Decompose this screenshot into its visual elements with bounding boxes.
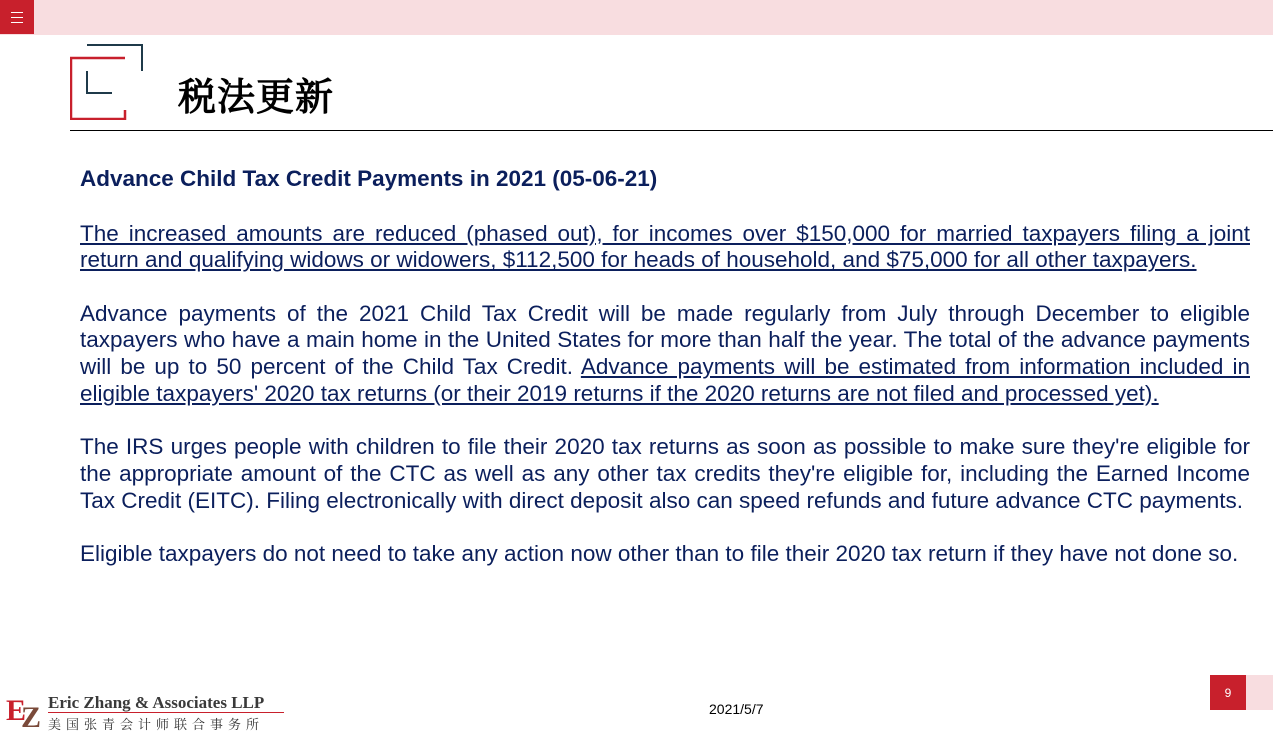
underlined-text: Advance payments will be estimated from information included in eligible taxpayers' 2020 tax returns (or their 2019 returns if the 2020 returns are not filed and processed yet).	[80, 354, 1250, 406]
paragraph-eligible	[80, 541, 1250, 568]
paragraph-phaseout	[80, 221, 1250, 274]
top-bar	[0, 0, 1273, 35]
svg-text:Z: Z	[21, 701, 42, 730]
hamburger-menu-icon	[11, 12, 23, 23]
article-body	[80, 164, 1250, 594]
article-heading: Advance Child Tax Credit Payments in 2021 (05-06-21)	[80, 166, 658, 191]
title-divider	[70, 130, 1273, 131]
underlined-text: The increased amounts are reduced (phased out), for incomes over $150,000 for married taxpayers filing a joint return and qualifying widows or widowers, $112,500 for heads of household, and $75,000 for all other taxpayers.	[80, 220, 1250, 273]
footer-date: 2021/5/7	[709, 701, 764, 717]
hamburger-menu-button[interactable]	[0, 0, 34, 34]
bracket-logo-icon	[70, 44, 144, 120]
ez-logo-icon	[6, 692, 46, 730]
firm-name: Eric Zhang & Associates LLP	[48, 693, 265, 712]
paragraph-text: Advance payments of the 2021 Child Tax Credit will be made regularly from July through December to eligible taxpayers who have a main home in the United States for more than half the year. The total of the advance payments will be up to 50 percent of the Child Tax Credit.	[80, 300, 1250, 380]
paragraph-irs-urges	[80, 434, 1250, 514]
paragraph-text: Eligible taxpayers do not need to take any action now other than to file their 2020 tax return if they have not done so.	[80, 541, 1239, 567]
svg-text:E: E	[6, 694, 27, 727]
page-number-tab	[1246, 675, 1273, 710]
page-number-badge: 9	[1210, 675, 1246, 710]
firm-logo	[6, 692, 296, 732]
firm-name-chinese: 美国张青会计师联合事务所	[48, 718, 265, 733]
paragraph-text: The IRS urges people with children to file their 2020 tax returns as soon as possible to make sure they're eligible for the appropriate amount of the CTC as well as any other tax credits they're eligible for, including the Earned Income Tax Credit (EITC). Filing electronically with direct deposit also can speed refunds and future advance CTC payments.	[80, 434, 1250, 513]
firm-divider	[48, 712, 284, 713]
paragraph-advance-payments	[80, 301, 1250, 408]
page-title: 税法更新	[178, 75, 335, 119]
